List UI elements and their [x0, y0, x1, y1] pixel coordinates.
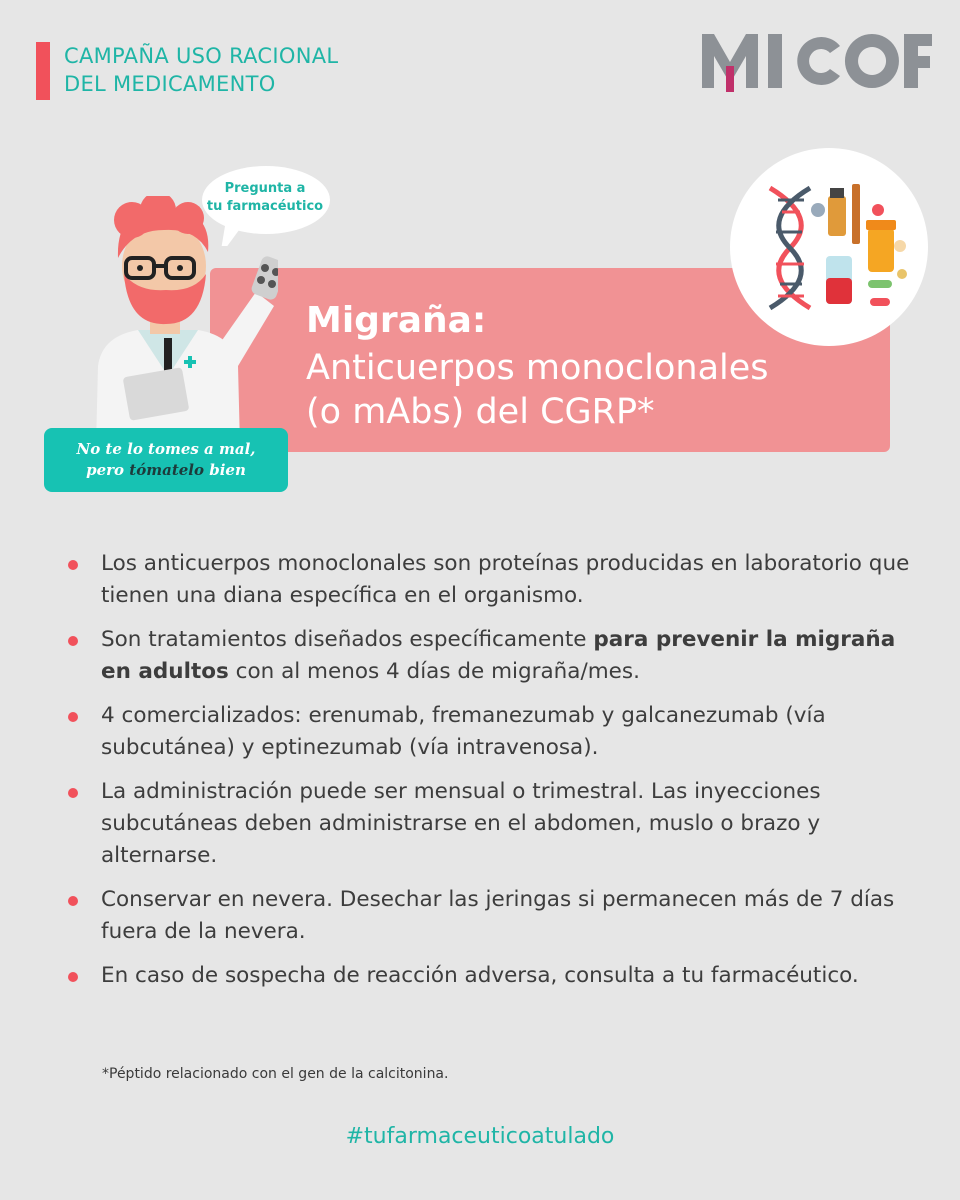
- micof-logo: [702, 32, 932, 94]
- footnote: *Péptido relacionado con el gen de la calcitonina.: [102, 1066, 449, 1082]
- pharmacist-illustration: [88, 196, 278, 446]
- list-item: La administración puede ser mensual o trimestral. Las inyecciones subcutáneas deben administrarse en el abdomen, muslo o brazo y alternarse.: [64, 776, 914, 872]
- bullet-dot-icon: [68, 896, 78, 906]
- bullet-dot-icon: [68, 636, 78, 646]
- speech-bubble-text: Pregunta a tu farmacéutico: [206, 181, 324, 214]
- list-item: Los anticuerpos monoclonales son proteínas producidas en laboratorio que tienen una diana específica en el organismo.: [64, 548, 914, 612]
- accent-bar: [36, 42, 50, 100]
- list-item: En caso de sospecha de reacción adversa, consulta a tu farmacéutico.: [64, 960, 914, 992]
- info-list: [64, 548, 914, 1004]
- list-item: Son tratamientos diseñados específicamente para prevenir la migraña en adultos con al menos 4 días de migraña/mes.: [64, 624, 914, 688]
- medicine-illustration: [730, 148, 928, 346]
- bullet-dot-icon: [68, 972, 78, 982]
- campaign-title: CAMPAÑA USO RACIONAL DEL MEDICAMENTO: [64, 44, 339, 96]
- slogan-badge: No te lo tomes a mal, pero tómatelo bien: [44, 428, 288, 492]
- bullet-dot-icon: [68, 560, 78, 570]
- dna-medicine-icon: [730, 148, 928, 346]
- hashtag: #tufarmaceuticoatulado: [345, 1124, 615, 1149]
- page-subtitle: Anticuerpos monoclonales (o mAbs) del CGRP*: [306, 348, 769, 432]
- bullet-dot-icon: [68, 712, 78, 722]
- list-item: 4 comercializados: erenumab, fremanezumab y galcanezumab (vía subcutánea) y eptinezumab (vía intravenosa).: [64, 700, 914, 764]
- list-item: Conservar en nevera. Desechar las jeringas si permanecen más de 7 días fuera de la nevera.: [64, 884, 914, 948]
- bullet-dot-icon: [68, 788, 78, 798]
- page-title: Migraña:: [306, 300, 487, 341]
